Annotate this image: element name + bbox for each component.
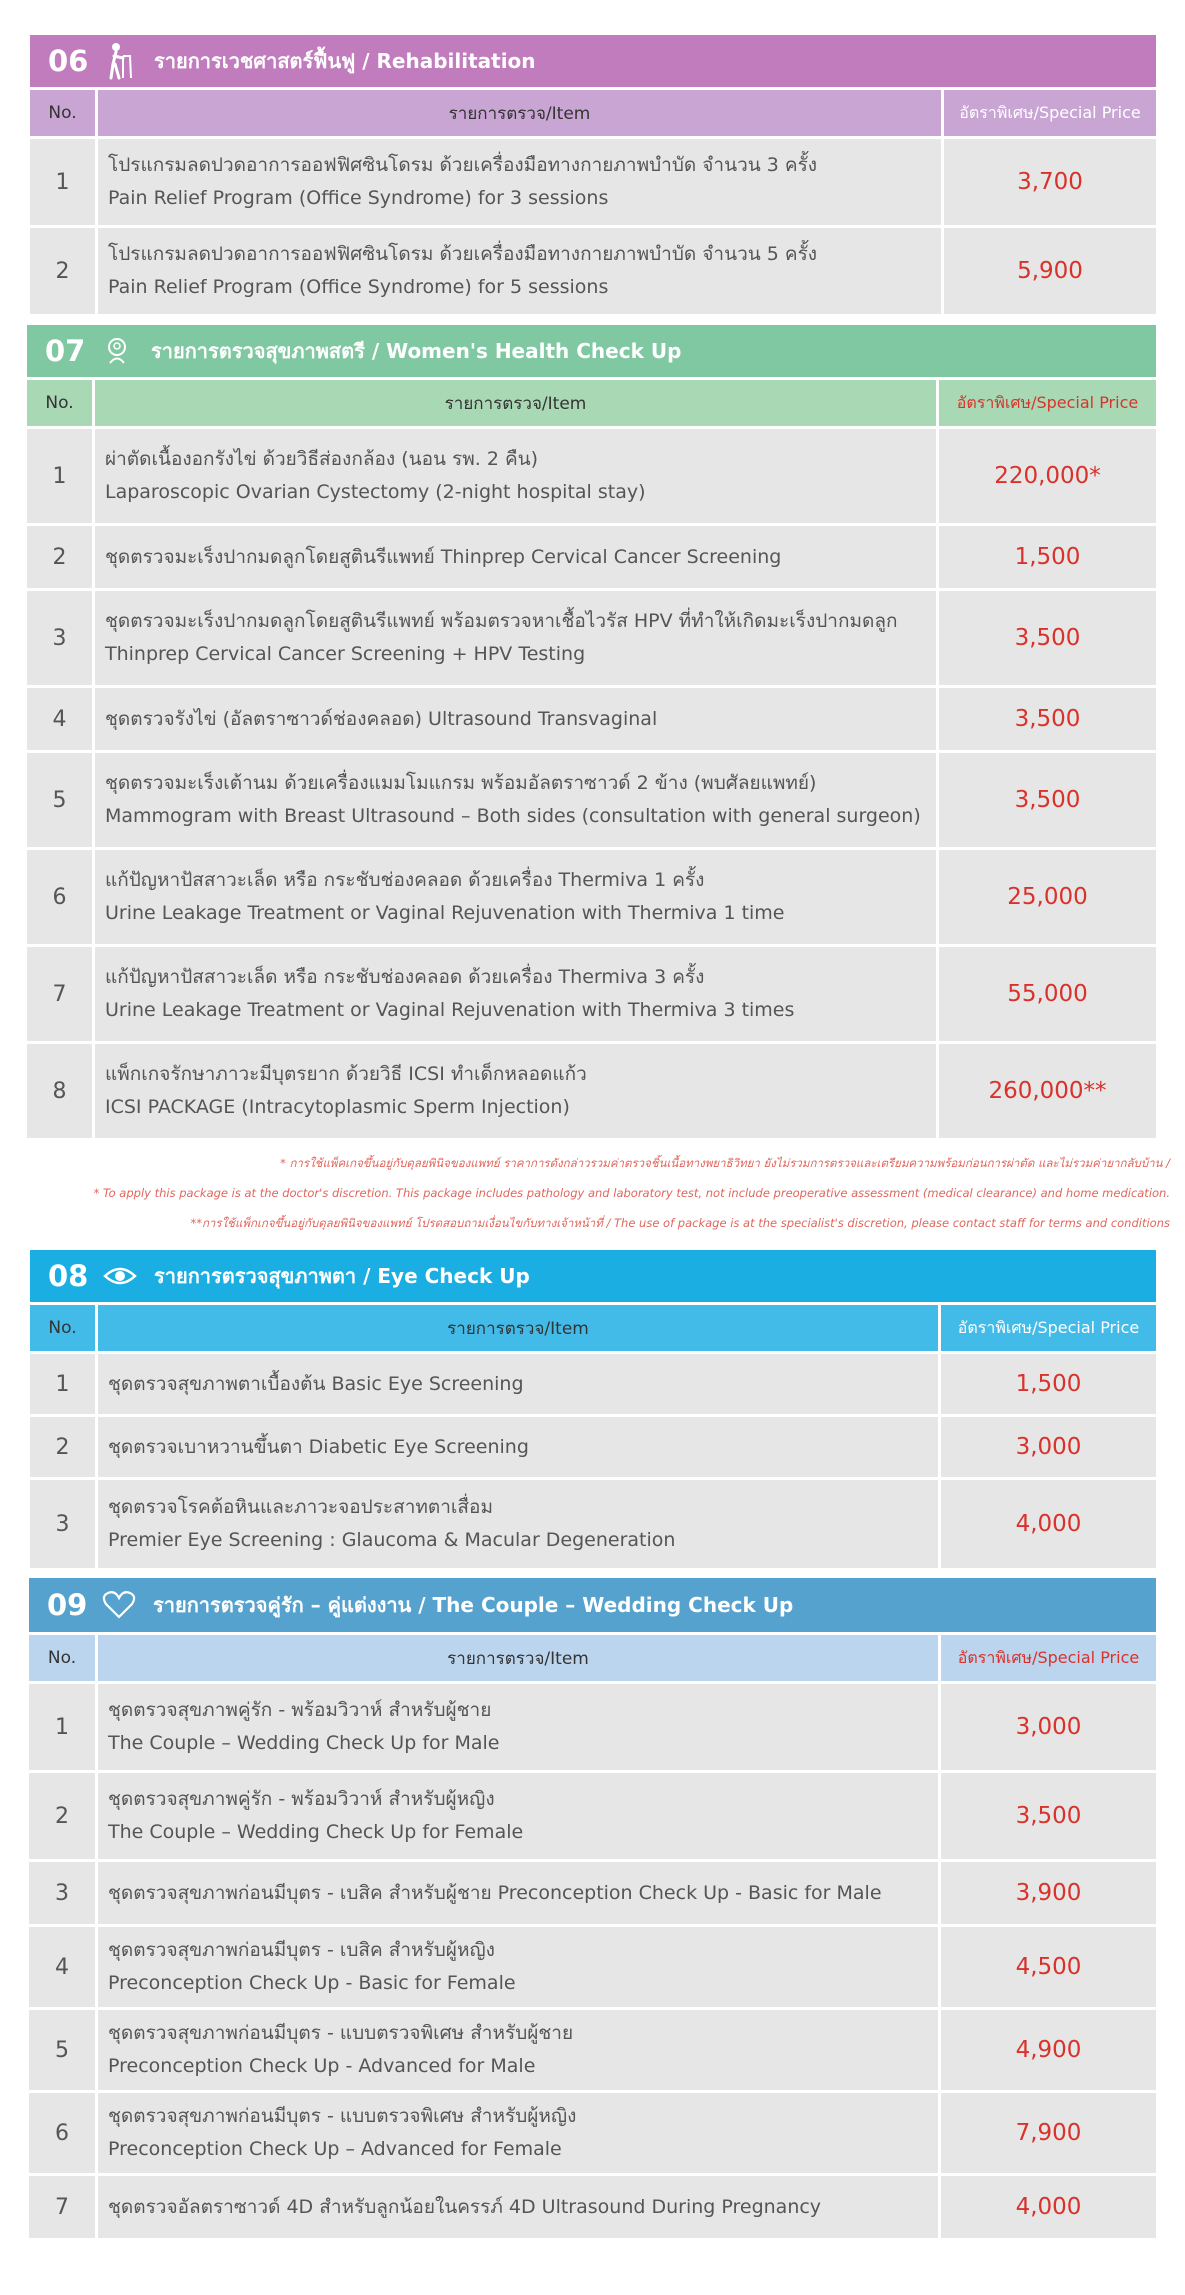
row-number: 4: [29, 1927, 95, 2007]
header-no: No.: [30, 1305, 95, 1351]
row-item: [98, 1417, 938, 1477]
row-price: 4,900: [941, 2010, 1156, 2090]
row-item: [98, 2010, 938, 2090]
header-no: No.: [27, 380, 92, 426]
row-item: [98, 2176, 938, 2238]
item-line-english: The Couple – Wedding Check Up for Male: [108, 1732, 500, 1754]
row-price: 3,500: [941, 1773, 1156, 1859]
row-number: 3: [30, 1480, 95, 1568]
row-item: [95, 688, 936, 750]
row-price: 3,900: [941, 1862, 1156, 1924]
section-number: 07: [45, 334, 86, 368]
row-price: 4,000: [941, 2176, 1156, 2238]
row-item: [98, 1862, 938, 1924]
table-row: [30, 139, 1156, 225]
table-row: [27, 947, 1156, 1041]
row-item: [95, 850, 936, 944]
table-row: [29, 1773, 1156, 1859]
row-price: 3,000: [941, 1684, 1156, 1770]
item-line-thai: โปรแกรมลดปวดอาการออฟฟิศซินโดรม ด้วยเครื่องมือทางกายภาพบำบัด จำนวน 5 ครั้ง: [108, 243, 818, 265]
section-banner: [30, 1250, 1156, 1302]
heart-icon: [99, 1585, 139, 1625]
section-banner: [27, 325, 1156, 377]
row-price: 4,000: [941, 1480, 1156, 1568]
table-row: [27, 591, 1156, 685]
row-price: 220,000*: [939, 429, 1156, 523]
section-banner: [30, 35, 1156, 87]
row-item: [98, 139, 941, 225]
row-number: 7: [29, 2176, 95, 2238]
table-row: [27, 753, 1156, 847]
table-row: [29, 2093, 1156, 2173]
item-line-thai: ชุดตรวจรังไข่ (อัลตราซาวด์ช่องคลอด) Ultrasound Transvaginal: [105, 707, 658, 730]
item-line-thai: ชุดตรวจโรคต้อหินและภาวะจอประสาทตาเสื่อม: [108, 1496, 493, 1518]
row-number: 2: [30, 1417, 95, 1477]
price-table: [24, 377, 1159, 1141]
header-item: รายการตรวจ/Item: [95, 380, 936, 426]
row-item: [98, 1684, 938, 1770]
header-item: รายการตรวจ/Item: [98, 1635, 938, 1681]
item-line-english: Urine Leakage Treatment or Vaginal Rejuvenation with Thermiva 3 times: [105, 999, 795, 1021]
header-price: อัตราพิเศษ/Special Price: [944, 90, 1156, 136]
row-price: 55,000: [939, 947, 1156, 1041]
row-item: [95, 947, 936, 1041]
item-line-thai: ชุดตรวจเบาหวานขึ้นตา Diabetic Eye Screening: [108, 1435, 529, 1458]
row-number: 3: [27, 591, 92, 685]
item-line-english: Thinprep Cervical Cancer Screening + HPV Testing: [105, 643, 586, 665]
item-line-thai: ชุดตรวจสุขภาพคู่รัก - พร้อมวิวาห์ สำหรับผู้หญิง: [108, 1788, 495, 1810]
row-number: 2: [30, 228, 95, 314]
section-number: 08: [48, 1259, 89, 1293]
row-item: [95, 1044, 936, 1138]
row-price: 260,000**: [939, 1044, 1156, 1138]
footnote: **การใช้แพ็กเกจขึ้นอยู่กับดุลยพินิจของแพทย์ โปรดสอบถามเงื่อนไขกับทางเจ้าหน้าที่ / The use of package is at the specialist's discretion, please contact staff for terms and conditions: [190, 1216, 1170, 1230]
item-line-thai: แพ็กเกจรักษาภาวะมีบุตรยาก ด้วยวิธี ICSI ทำเด็กหลอดแก้ว: [105, 1063, 587, 1085]
row-item: [98, 1773, 938, 1859]
item-line-thai: ชุดตรวจสุขภาพก่อนมีบุตร - เบสิค สำหรับผู้ชาย Preconception Check Up - Basic for Male: [108, 1881, 882, 1904]
table-header-row: [30, 1305, 1156, 1351]
section-number: 06: [48, 44, 89, 78]
item-line-thai: ชุดตรวจมะเร็งปากมดลูกโดยสูตินรีแพทย์ Thinprep Cervical Cancer Screening: [105, 545, 782, 568]
row-item: [95, 526, 936, 588]
walker-person-icon: [100, 41, 140, 81]
item-line-thai: ชุดตรวจสุขภาพก่อนมีบุตร - แบบตรวจพิเศษ สำหรับผู้ชาย: [108, 2022, 574, 2044]
row-number: 6: [29, 2093, 95, 2173]
table-row: [30, 1480, 1156, 1568]
row-number: 3: [29, 1862, 95, 1924]
item-line-thai: ชุดตรวจมะเร็งปากมดลูกโดยสูตินรีแพทย์ พร้อมตรวจหาเชื้อไวรัส HPV ที่ทำให้เกิดมะเร็งปากมดลูก: [105, 610, 898, 632]
row-item: [98, 1354, 938, 1414]
row-price: 25,000: [939, 850, 1156, 944]
table-header-row: [30, 90, 1156, 136]
footnote: * การใช้แพ็คเกจขึ้นอยู่กับดุลยพินิจของแพทย์ ราคาการดังกล่าวรวมค่าตรวจชิ้นเนื้อทางพยาธิวิทยา ยังไม่รวมการตรวจและเตรียมความพร้อมก่อนการผ่าตัด และไม่รวมค่ายากลับบ้าน /: [280, 1156, 1170, 1170]
row-price: 4,500: [941, 1927, 1156, 2007]
item-line-thai: ผ่าตัดเนื้องอกรังไข่ ด้วยวิธีส่องกล้อง (นอน รพ. 2 คืน): [105, 448, 539, 470]
price-table: [26, 1632, 1159, 2241]
row-price: 1,500: [941, 1354, 1156, 1414]
row-price: 3,700: [944, 139, 1156, 225]
item-line-english: Preconception Check Up - Advanced for Male: [108, 2055, 536, 2077]
header-no: No.: [30, 90, 95, 136]
table-row: [27, 850, 1156, 944]
item-line-english: ICSI PACKAGE (Intracytoplasmic Sperm Injection): [105, 1096, 570, 1118]
row-number: 5: [29, 2010, 95, 2090]
table-row: [30, 228, 1156, 314]
section-title: รายการตรวจสุขภาพตา / Eye Check Up: [154, 1264, 530, 1288]
price-table: [27, 1302, 1159, 1571]
row-number: 2: [27, 526, 92, 588]
table-row: [27, 429, 1156, 523]
eye-icon: [100, 1256, 140, 1296]
item-line-english: The Couple – Wedding Check Up for Female: [108, 1821, 524, 1843]
item-line-english: Pain Relief Program (Office Syndrome) for 5 sessions: [108, 276, 609, 298]
table-row: [30, 1354, 1156, 1414]
item-line-thai: ชุดตรวจอัลตราซาวด์ 4D สำหรับลูกน้อยในครรภ์ 4D Ultrasound During Pregnancy: [108, 2195, 822, 2218]
row-price: 3,500: [939, 753, 1156, 847]
row-number: 5: [27, 753, 92, 847]
row-number: 2: [29, 1773, 95, 1859]
section-number: 09: [47, 1588, 88, 1622]
table-row: [27, 1044, 1156, 1138]
row-item: [95, 753, 936, 847]
row-number: 7: [27, 947, 92, 1041]
header-price: อัตราพิเศษ/Special Price: [939, 380, 1156, 426]
row-item: [98, 2093, 938, 2173]
row-item: [95, 429, 936, 523]
table-row: [29, 1684, 1156, 1770]
row-price: 3,500: [939, 591, 1156, 685]
footnotes: [20, 1148, 1170, 1238]
woman-symbol-icon: [97, 331, 137, 371]
item-line-thai: แก้ปัญหาปัสสาวะเล็ด หรือ กระชับช่องคลอด ด้วยเครื่อง Thermiva 3 ครั้ง: [105, 966, 705, 988]
table-row: [27, 688, 1156, 750]
row-item: [98, 1480, 938, 1568]
row-item: [95, 591, 936, 685]
section-banner: [29, 1578, 1156, 1632]
row-number: 1: [27, 429, 92, 523]
header-price: อัตราพิเศษ/Special Price: [941, 1305, 1156, 1351]
row-number: 1: [29, 1684, 95, 1770]
section-title: รายการตรวจคู่รัก – คู่แต่งงาน / The Couple – Wedding Check Up: [153, 1593, 794, 1617]
item-line-thai: ชุดตรวจสุขภาพคู่รัก - พร้อมวิวาห์ สำหรับผู้ชาย: [108, 1699, 492, 1721]
row-price: 3,000: [941, 1417, 1156, 1477]
item-line-english: Preconception Check Up - Basic for Female: [108, 1972, 516, 1994]
row-number: 6: [27, 850, 92, 944]
row-price: 7,900: [941, 2093, 1156, 2173]
row-number: 1: [30, 1354, 95, 1414]
section-title: รายการตรวจสุขภาพสตรี / Women's Health Check Up: [151, 339, 682, 363]
item-line-english: Premier Eye Screening : Glaucoma & Macular Degeneration: [108, 1529, 676, 1551]
item-line-english: Laparoscopic Ovarian Cystectomy (2-night hospital stay): [105, 481, 646, 503]
row-price: 3,500: [939, 688, 1156, 750]
row-number: 8: [27, 1044, 92, 1138]
table-row: [29, 2010, 1156, 2090]
row-number: 4: [27, 688, 92, 750]
item-line-thai: ชุดตรวจสุขภาพตาเบื้องต้น Basic Eye Screening: [108, 1372, 524, 1395]
item-line-thai: ชุดตรวจสุขภาพก่อนมีบุตร - เบสิค สำหรับผู้หญิง: [108, 1939, 495, 1961]
row-number: 1: [30, 139, 95, 225]
table-row: [30, 1417, 1156, 1477]
row-item: [98, 1927, 938, 2007]
item-line-thai: ชุดตรวจสุขภาพก่อนมีบุตร - แบบตรวจพิเศษ สำหรับผู้หญิง: [108, 2105, 577, 2127]
item-line-thai: ชุดตรวจมะเร็งเต้านม ด้วยเครื่องแมมโมแกรม พร้อมอัลตราซาวด์ 2 ข้าง (พบศัลยแพทย์): [105, 772, 817, 794]
item-line-english: Mammogram with Breast Ultrasound – Both sides (consultation with general surgeon): [105, 805, 921, 827]
row-price: 5,900: [944, 228, 1156, 314]
header-price: อัตราพิเศษ/Special Price: [941, 1635, 1156, 1681]
table-row: [27, 526, 1156, 588]
header-no: No.: [29, 1635, 95, 1681]
row-price: 1,500: [939, 526, 1156, 588]
table-row: [29, 2176, 1156, 2238]
section-title: รายการเวชศาสตร์ฟื้นฟู / Rehabilitation: [154, 49, 536, 73]
item-line-english: Preconception Check Up – Advanced for Female: [108, 2138, 562, 2160]
price-table: [27, 87, 1159, 317]
table-header-row: [27, 380, 1156, 426]
item-line-english: Pain Relief Program (Office Syndrome) for 3 sessions: [108, 187, 609, 209]
table-header-row: [29, 1635, 1156, 1681]
header-item: รายการตรวจ/Item: [98, 90, 941, 136]
row-item: [98, 228, 941, 314]
footnote: * To apply this package is at the doctor's discretion. This package includes pathology and laboratory test, not include preoperative assessment (medical clearance) and home medication.: [93, 1186, 1170, 1200]
item-line-thai: โปรแกรมลดปวดอาการออฟฟิศซินโดรม ด้วยเครื่องมือทางกายภาพบำบัด จำนวน 3 ครั้ง: [108, 154, 818, 176]
item-line-english: Urine Leakage Treatment or Vaginal Rejuvenation with Thermiva 1 time: [105, 902, 785, 924]
item-line-thai: แก้ปัญหาปัสสาวะเล็ด หรือ กระชับช่องคลอด ด้วยเครื่อง Thermiva 1 ครั้ง: [105, 869, 705, 891]
table-row: [29, 1862, 1156, 1924]
header-item: รายการตรวจ/Item: [98, 1305, 938, 1351]
table-row: [29, 1927, 1156, 2007]
